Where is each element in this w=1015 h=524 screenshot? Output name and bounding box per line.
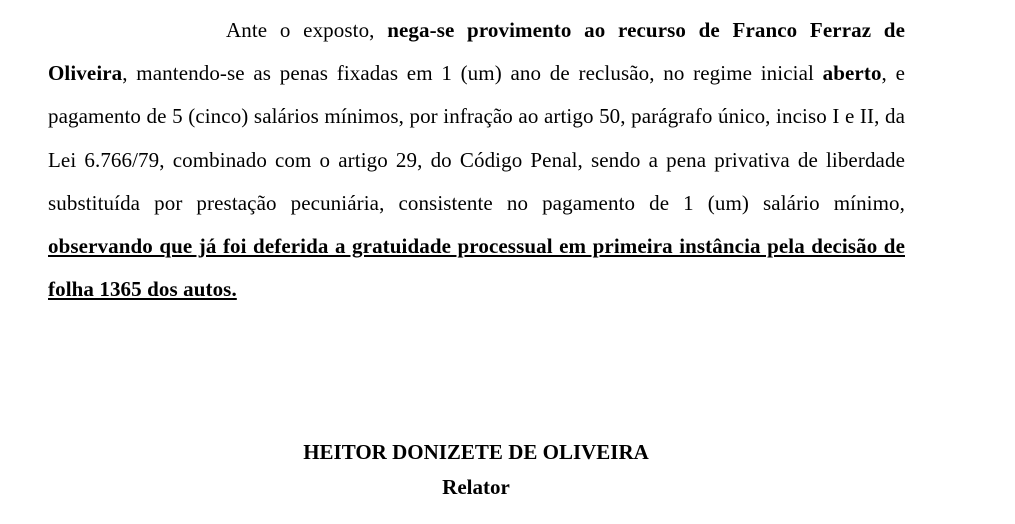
paragraph-penalty-text: , mantendo-se as penas fixadas em 1 (um) ano de reclusão, no regime inicial xyxy=(122,61,823,86)
paragraph-intro: Ante o exposto, xyxy=(226,18,388,42)
ruling-paragraph xyxy=(48,9,905,311)
gratuity-note: observando que já foi deferida a gratuidade processual em primeira instância pela decisão de folha 1365 dos autos. xyxy=(48,234,905,302)
ruling-bold-text: nega-se provimento ao recurso de Franco Ferraz de Oliveira xyxy=(48,18,906,86)
regime-bold-text: aberto xyxy=(822,61,882,86)
signature-name: HEITOR DONIZETE DE OLIVEIRA xyxy=(303,440,649,464)
signature-role: Relator xyxy=(442,475,510,499)
paragraph-details-text: , e pagamento de 5 (cinco) salários mínimos, por infração ao artigo 50, parágrafo único, inciso I e II, da Lei 6.766/79, combinado com o artigo 29, do Código Penal, sendo a pena privativa de liberdade substituída por prestação pecuniária, consistente no pagamento de 1 (um) salário mínimo, xyxy=(48,61,905,215)
